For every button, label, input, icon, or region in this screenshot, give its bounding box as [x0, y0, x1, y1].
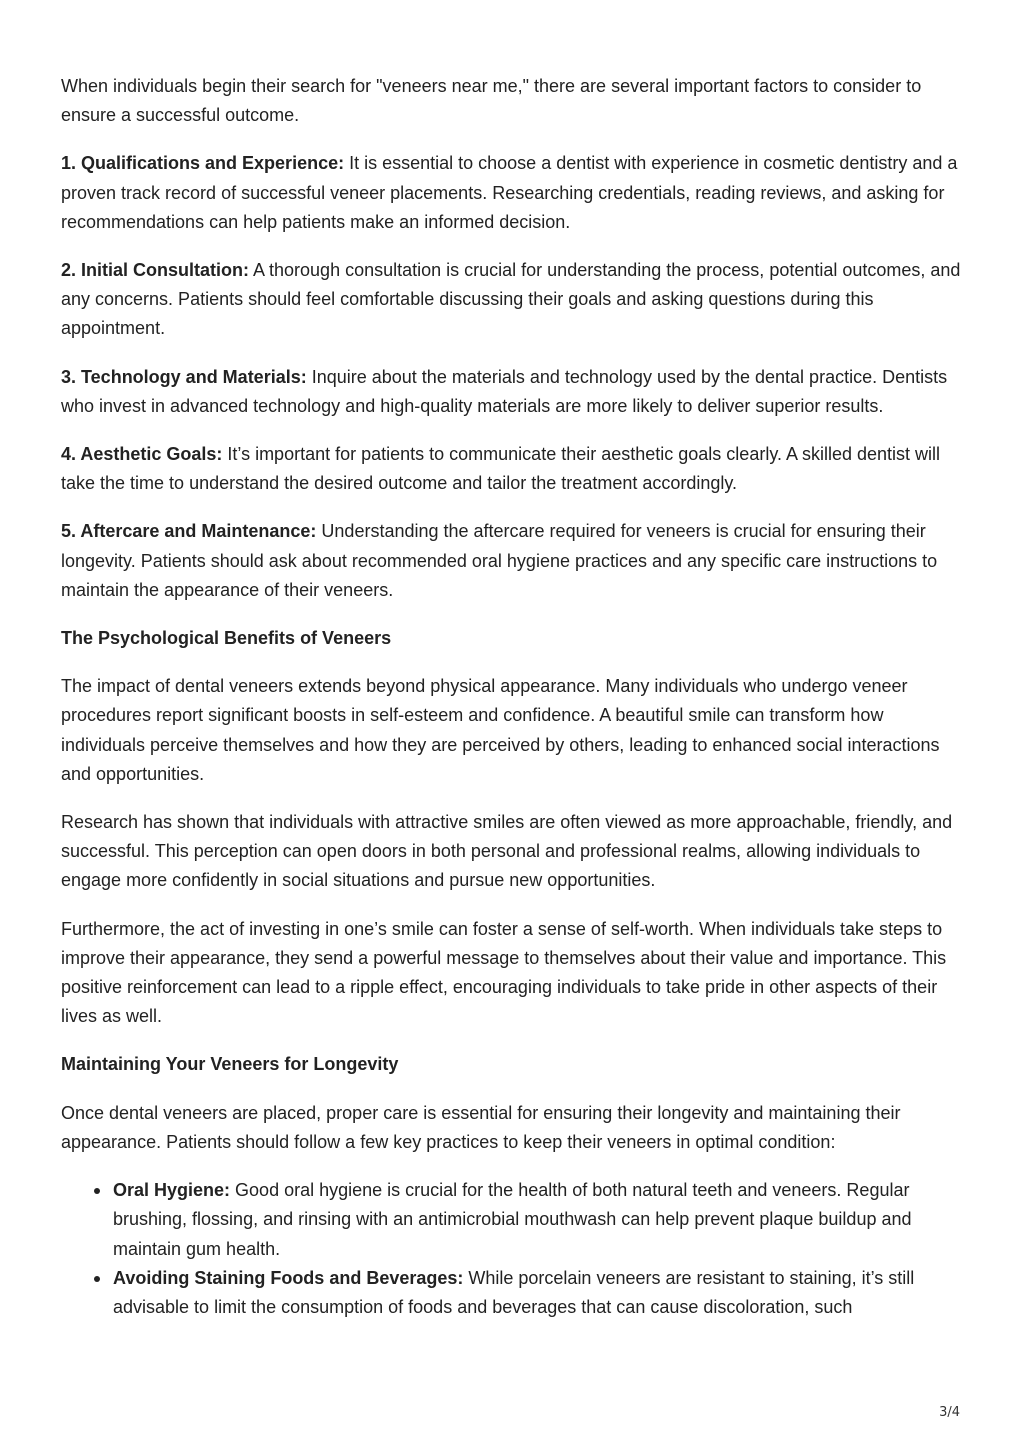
bullet-1-label: Oral Hygiene:: [113, 1180, 231, 1201]
care-list: [61, 1176, 971, 1322]
maintain-heading: Maintaining Your Veneers for Longevity: [61, 1054, 399, 1075]
bullet-2-label: Avoiding Staining Foods and Beverages:: [113, 1267, 464, 1288]
factor-1-label: 1. Qualifications and Experience:: [61, 153, 345, 174]
factor-4-text: It’s important for patients to communicate their aesthetic goals clearly. A skilled dentist will take the time to understand the desired outcome and tailor the treatment accordingly.: [61, 444, 941, 494]
factor-4-paragraph: [61, 440, 971, 498]
psych-paragraph-1: The impact of dental veneers extends beyond physical appearance. Many individuals who undergo veneer procedures report significant boosts in self-esteem and confidence. A beautiful smile can transform how individuals perceive themselves and how they are perceived by others, leading to enhanced social interactions and opportunities.: [61, 676, 940, 784]
factor-3-text: Inquire about the materials and technology used by the dental practice. Dentists who invest in advanced technology and high-quality materials are more likely to deliver superior results.: [61, 366, 948, 416]
factor-5-paragraph: [61, 517, 971, 605]
factor-2-text: A thorough consultation is crucial for understanding the process, potential outcomes, and any concerns. Patients should feel comfortable discussing their goals and asking questions during this appointment.: [61, 260, 961, 339]
psych-paragraph-2: Research has shown that individuals with attractive smiles are often viewed as more approachable, friendly, and successful. This perception can open doors in both personal and professional realms, allowing individuals to engage more confidently in social situations and pursue new opportunities.: [61, 812, 953, 891]
bullet-1-text: Good oral hygiene is crucial for the health of both natural teeth and veneers. Regular brushing, flossing, and rinsing with an antimicrobial mouthwash can help prevent plaque buildup and maintain gum health.: [113, 1180, 912, 1259]
factor-5-label: 5. Aftercare and Maintenance:: [61, 521, 317, 542]
factor-1-paragraph: [61, 149, 971, 237]
page-number: 3/4: [939, 1405, 960, 1420]
intro-paragraph: When individuals begin their search for "veneers near me," there are several important factors to consider to ensure a successful outcome.: [61, 76, 922, 126]
factor-5-text: Understanding the aftercare required for veneers is crucial for ensuring their longevity. Patients should ask about recommended oral hygiene practices and any specific care instructions to maintain the appearance of their veneers.: [61, 521, 938, 600]
document-page: [61, 72, 971, 1322]
list-item: [113, 1176, 971, 1264]
factor-3-paragraph: [61, 363, 971, 421]
bullet-2-text: While porcelain veneers are resistant to staining, it’s still advisable to limit the consumption of foods and beverages that can cause discoloration, such: [113, 1267, 915, 1317]
bullet-icon: [94, 1276, 100, 1282]
factor-3-label: 3. Technology and Materials:: [61, 366, 307, 387]
psych-heading: The Psychological Benefits of Veneers: [61, 628, 392, 649]
factor-1-text: It is essential to choose a dentist with experience in cosmetic dentistry and a proven track record of successful veneer placements. Researching credentials, reading reviews, and asking for recommendations can help patients make an informed decision.: [61, 153, 958, 232]
factor-2-paragraph: [61, 256, 971, 344]
factor-4-label: 4. Aesthetic Goals:: [61, 444, 223, 465]
list-item: [113, 1264, 971, 1322]
maintain-paragraph: Once dental veneers are placed, proper care is essential for ensuring their longevity and maintaining their appearance. Patients should follow a few key practices to keep their veneers in optimal condition:: [61, 1102, 901, 1152]
factor-2-label: 2. Initial Consultation:: [61, 260, 249, 281]
psych-paragraph-3: Furthermore, the act of investing in one’s smile can foster a sense of self-worth. When individuals take steps to improve their appearance, they send a powerful message to themselves about their value and importance. This positive reinforcement can lead to a ripple effect, encouraging individuals to take pride in other aspects of their lives as well.: [61, 918, 947, 1027]
bullet-icon: [94, 1188, 100, 1194]
